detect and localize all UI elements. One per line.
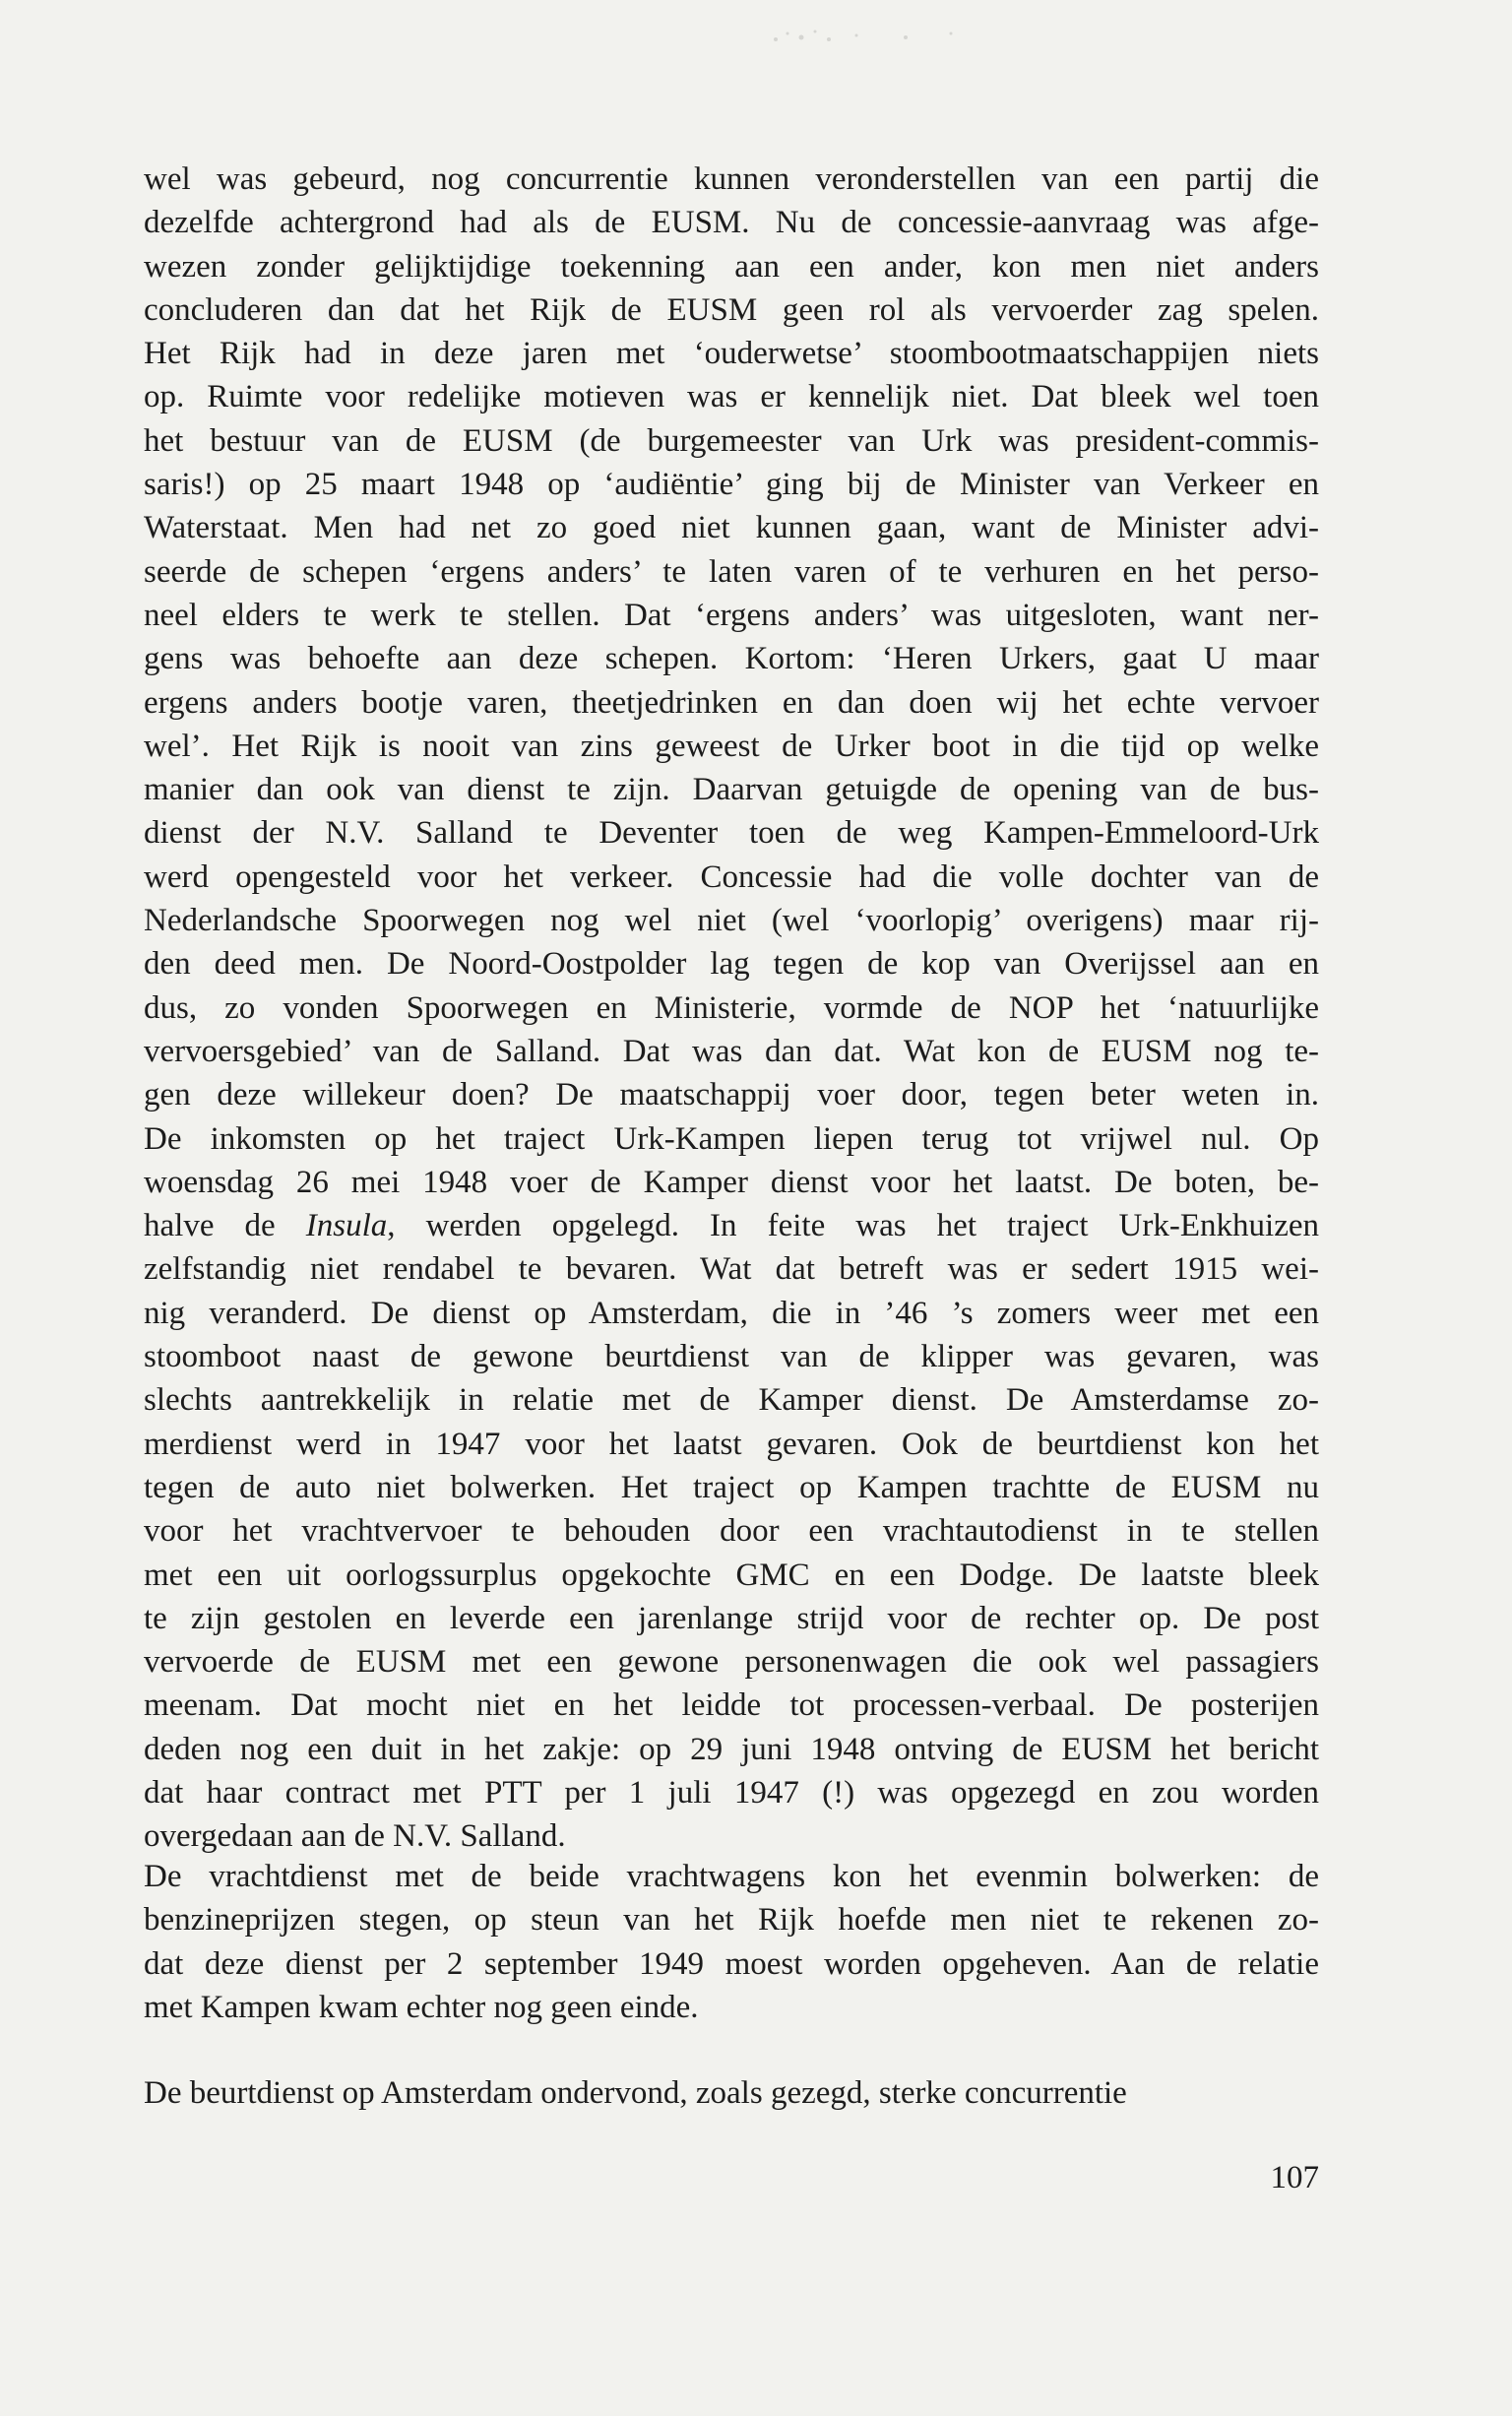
text-line: het bestuur van de EUSM (de burgemeester van Urk was president-commis- xyxy=(144,422,1319,459)
text-line: dat haar contract met PTT per 1 juli 1947 (!) was opgezegd en zou worden xyxy=(144,1774,1319,1811)
text-line: gens was behoefte aan deze schepen. Kortom: ‘Heren Urkers, gaat U maar xyxy=(144,641,1319,677)
text-line: Waterstaat. Men had net zo goed niet kunnen gaan, want de Minister advi- xyxy=(144,510,1319,546)
text-line: zelfstandig niet rendabel te bevaren. Wat dat betreft was er sedert 1915 wei- xyxy=(144,1251,1319,1288)
page-number: 107 xyxy=(1270,2160,1319,2195)
text-line: den deed men. De Noord-Oostpolder lag tegen de kop van Overijssel aan en xyxy=(144,946,1319,983)
text-line: benzineprijzen stegen, op steun van het Rijk hoefde men niet te rekenen zo- xyxy=(144,1902,1319,1939)
text-line: halve de Insula, werden opgelegd. In feite was het traject Urk-Enkhuizen xyxy=(144,1208,1319,1244)
text-line: deden nog een duit in het zakje: op 29 juni 1948 ontving de EUSM het bericht xyxy=(144,1731,1319,1767)
text-line: manier dan ook van dienst te zijn. Daarvan getuigde de opening van de bus- xyxy=(144,772,1319,808)
paragraph-2 xyxy=(144,1855,1319,2029)
text-line: meenam. Dat mocht niet en het leidde tot processen-verbaal. De posterijen xyxy=(144,1687,1319,1724)
text-line: slechts aantrekkelijk in relatie met de Kamper dienst. De Amsterdamse zo- xyxy=(144,1382,1319,1419)
text-line: nig veranderd. De dienst op Amsterdam, die in ’46 ’s zomers weer met een xyxy=(144,1295,1319,1331)
text-line: wel was gebeurd, nog concurrentie kunnen veronderstellen van een partij die xyxy=(144,161,1319,197)
paragraph-1 xyxy=(144,158,1319,1859)
text-line: seerde de schepen ‘ergens anders’ te laten varen of te verhuren en het perso- xyxy=(144,553,1319,590)
text-line: neel elders te werk te stellen. Dat ‘ergens anders’ was uitgesloten, want ner- xyxy=(144,597,1319,633)
text-line: vervoersgebied’ van de Salland. Dat was dan dat. Wat kon de EUSM nog te- xyxy=(144,1033,1319,1069)
text-line: ergens anders bootje varen, theetjedrinken en dan doen wij het echte vervoer xyxy=(144,684,1319,721)
text-line: voor het vrachtvervoer te behouden door een vrachtautodienst in te stellen xyxy=(144,1513,1319,1550)
text-line: gen deze willekeur doen? De maatschappij voer door, tegen beter weten in. xyxy=(144,1077,1319,1113)
text-line: dus, zo vonden Spoorwegen en Ministerie, vormde de NOP het ‘natuurlijke xyxy=(144,989,1319,1026)
ship-name: Insula xyxy=(305,1208,388,1244)
text-line: tegen de auto niet bolwerken. Het traject op Kampen trachtte de EUSM nu xyxy=(144,1469,1319,1505)
text-line: dezelfde achtergrond had als de EUSM. Nu de concessie-aanvraag was afge- xyxy=(144,205,1319,241)
text-line: op. Ruimte voor redelijke motieven was er kennelijk niet. Dat bleek wel toen xyxy=(144,379,1319,415)
text-line: concluderen dan dat het Rijk de EUSM geen rol als vervoerder zag spelen. xyxy=(144,291,1319,328)
text-line: merdienst werd in 1947 voor het laatst gevaren. Ook de beurtdienst kon het xyxy=(144,1426,1319,1462)
paragraph-3 xyxy=(144,2071,1319,2115)
text-line: Nederlandsche Spoorwegen nog wel niet (wel ‘voorlopig’ overigens) maar rij- xyxy=(144,903,1319,939)
text-line: stoomboot naast de gewone beurtdienst van de klipper was gevaren, was xyxy=(144,1339,1319,1375)
text-line: Het Rijk had in deze jaren met ‘ouderwetse’ stoombootmaatschappijen niets xyxy=(144,336,1319,372)
text-line: te zijn gestolen en leverde een jarenlange strijd voor de rechter op. De post xyxy=(144,1600,1319,1636)
text-line: woensdag 26 mei 1948 voer de Kamper dienst voor het laatst. De boten, be- xyxy=(144,1164,1319,1200)
text-line: dat deze dienst per 2 september 1949 moest worden opgeheven. Aan de relatie xyxy=(144,1945,1319,1982)
text-line: met Kampen kwam echter nog geen einde. xyxy=(144,1989,699,2025)
text-line: met een uit oorlogssurplus opgekochte GMC en een Dodge. De laatste bleek xyxy=(144,1557,1319,1593)
text-line: De vrachtdienst met de beide vrachtwagens kon het evenmin bolwerken: de xyxy=(144,1859,1319,1894)
text-line: wezen zonder gelijktijdige toekenning aan een ander, kon men niet anders xyxy=(144,248,1319,285)
text-line: vervoerde de EUSM met een gewone personenwagen die ook wel passagiers xyxy=(144,1644,1319,1681)
text-line: dienst der N.V. Salland te Deventer toen de weg Kampen-Emmeloord-Urk xyxy=(144,815,1319,852)
text-line: wel’. Het Rijk is nooit van zins geweest de Urker boot in die tijd op welke xyxy=(144,728,1319,764)
scan-mark xyxy=(768,22,994,49)
text-line: De beurtdienst op Amsterdam ondervond, zoals gezegd, sterke concurrentie xyxy=(144,2075,1127,2111)
text-line: saris!) op 25 maart 1948 op ‘audiëntie’ ging bij de Minister van Verkeer en xyxy=(144,467,1319,503)
text-line: werd opengesteld voor het verkeer. Concessie had die volle dochter van de xyxy=(144,858,1319,895)
text-line: overgedaan aan de N.V. Salland. xyxy=(144,1818,566,1855)
text-line: De inkomsten op het traject Urk-Kampen liepen terug tot vrijwel nul. Op xyxy=(144,1120,1319,1157)
